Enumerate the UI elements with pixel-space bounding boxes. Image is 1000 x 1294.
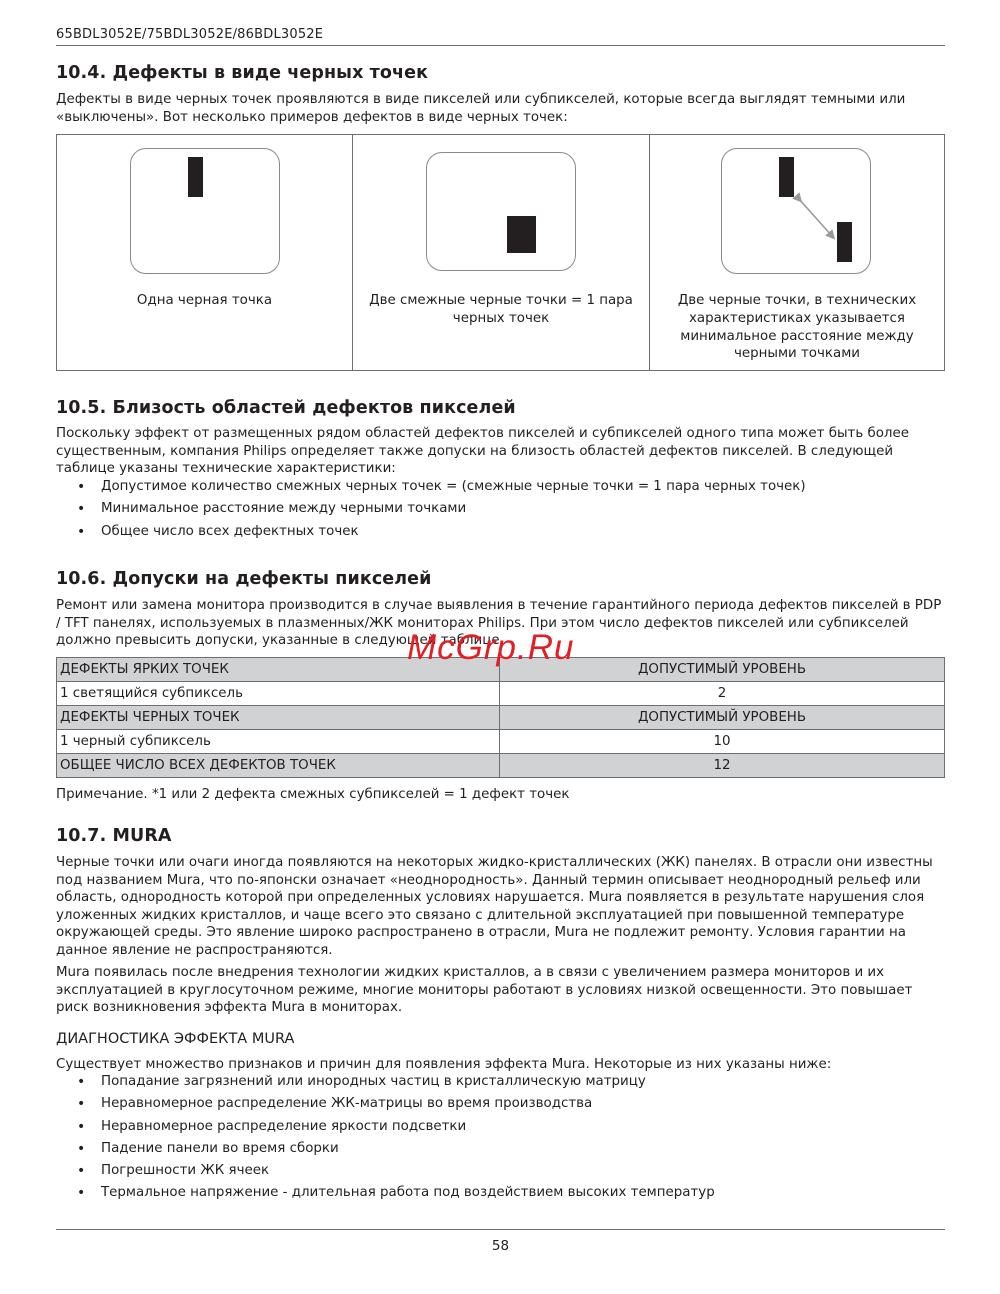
section-10-5-paragraph — [56, 425, 945, 478]
black-dot-pair-icon — [507, 216, 536, 253]
section-10-4-intro — [56, 91, 945, 126]
table-row — [57, 754, 945, 778]
section-10-5-bullet-list — [56, 476, 806, 543]
page-number: 58 — [491, 1238, 510, 1254]
caption-line: черными точками — [733, 346, 861, 362]
table-cell: 2 — [500, 682, 945, 706]
list-item: • Минимальное расстояние между черными точками — [56, 498, 806, 520]
section-heading-10-5: 10.5. Близость областей дефектов пикселей — [56, 398, 516, 418]
text-line: Mura появилась после внедрения технологии жидких кристаллов, а в связи с увеличением размера мониторов и их — [56, 965, 885, 980]
table-cell: 10 — [500, 730, 945, 754]
figure-adjacent-black-dots — [352, 135, 649, 370]
list-item: • Неравномерное распределение ЖК-матрицы во время производства — [56, 1093, 715, 1115]
figure-caption — [658, 292, 936, 363]
caption-line: характеристиках указывается — [689, 310, 905, 326]
mura-causes-bullet-list — [56, 1071, 715, 1205]
table-header-cell: ДОПУСТИМЫЙ УРОВЕНЬ — [500, 706, 945, 730]
table-cell: 1 светящийся субпиксель — [57, 682, 500, 706]
text-line: под названием Mura, что по-японски означает «неоднородность». Данный термин описывает неоднородный рельеф или — [56, 872, 921, 888]
caption-line: минимальное расстояние между — [680, 328, 914, 344]
text-line: существенным, компания Philips определяет также допуски на близость областей дефектов пикселей. В следующей — [56, 443, 894, 459]
table-header-cell: 12 — [500, 754, 945, 778]
figure-single-black-dot — [57, 135, 352, 370]
figure-caption — [361, 292, 641, 328]
panel-illustration — [130, 148, 280, 274]
text-line: таблице указаны технические характеристики: — [56, 461, 396, 477]
list-item: • Неравномерное распределение яркости подсветки — [56, 1116, 715, 1138]
list-item: • Погрешности ЖК ячеек — [56, 1160, 715, 1182]
text-line: эксплуатацией в круглосуточном режиме, многие мониторы работают в условиях низкой освещенности. Это повышает — [56, 982, 913, 998]
text-line: область, однородность которой при определенных условиях нарушается. Mura появляется в результате нарушения слоя — [56, 890, 925, 906]
distance-arrow-icon — [722, 149, 872, 275]
list-item: • Общее число всех дефектных точек — [56, 521, 806, 543]
text-line: Дефекты в виде черных точек проявляются в виде пикселей или субпикселей, которые всегда выглядят темными или — [56, 92, 906, 107]
section-heading-10-7: 10.7. MURA — [56, 826, 172, 846]
panel-illustration — [721, 148, 871, 274]
table-row — [57, 682, 945, 706]
section-10-7-paragraph-2 — [56, 964, 945, 1017]
panel-illustration — [426, 152, 576, 271]
table-header-cell: ДОПУСТИМЫЙ УРОВЕНЬ — [500, 658, 945, 682]
black-dot-icon — [188, 157, 203, 197]
list-item: • Термальное напряжение - длительная работа под воздействием высоких температур — [56, 1182, 715, 1204]
subheading-mura-diagnostics: ДИАГНОСТИКА ЭФФЕКТА MURA — [56, 1031, 295, 1047]
text-line: Черные точки или очаги иногда появляются на некоторых жидко-кристаллических (ЖК) панелях. В отрасли они известны — [56, 855, 933, 870]
caption-line: Две черные точки, в технических — [677, 293, 917, 308]
black-dot-examples-table — [56, 134, 945, 371]
table-row — [57, 706, 945, 730]
section-heading-10-6: 10.6. Допуски на дефекты пикселей — [56, 569, 432, 589]
table-header-cell: ДЕФЕКТЫ ЧЕРНЫХ ТОЧЕК — [57, 706, 500, 730]
text-line: уложенных жидких кристаллов, и чаще всего это связано с длительной эксплуатацией при повышенной температуре — [56, 907, 905, 923]
table-note: Примечание. *1 или 2 дефекта смежных субпикселей = 1 дефект точек — [56, 787, 570, 802]
mura-diagnostics-intro: Существует множество признаков и причин для появления эффекта Mura. Некоторые из них указаны ниже: — [56, 1057, 832, 1072]
text-line: Ремонт или замена монитора производится в случае выявления в течение гарантийного периода дефектов пикселей в PDP — [56, 598, 942, 613]
section-heading-10-4: 10.4. Дефекты в виде черных точек — [56, 63, 429, 83]
watermark: McGrp.Ru — [407, 628, 575, 667]
text-line: окружающей среды. Это явление широко распространено в отрасли, Mura не подлежит ремонту. Условия гарантии на — [56, 925, 906, 941]
table-cell: 1 черный субпиксель — [57, 730, 500, 754]
text-line: данное явление не распространяются. — [56, 942, 333, 958]
text-line: риск возникновения эффекта Mura в мониторах. — [56, 1000, 403, 1016]
table-header-cell: ДЕФЕКТЫ ЯРКИХ ТОЧЕК — [57, 658, 500, 682]
text-line: «выключены». Вот несколько примеров дефектов в виде черных точек: — [56, 109, 568, 125]
text-line: / TFT панелях, используемых в плазменных/ЖК мониторах Philips. При этом число дефектов пикселей или субпикселей — [56, 615, 909, 631]
list-item: • Попадание загрязнений или инородных частиц в кристаллическую матрицу — [56, 1071, 715, 1093]
table-header-cell: ОБЩЕЕ ЧИСЛО ВСЕХ ДЕФЕКТОВ ТОЧЕК — [57, 754, 500, 778]
pixel-defect-tolerance-table — [56, 657, 945, 778]
text-line: Поскольку эффект от размещенных рядом областей дефектов пикселей и субпикселей одного типа может быть более — [56, 426, 909, 441]
footer-divider — [56, 1229, 945, 1230]
figure-black-dots-distance — [649, 135, 944, 370]
list-item: • Допустимое количество смежных черных точек = (смежные черные точки = 1 пара черных точек) — [56, 476, 806, 498]
figure-caption: Одна черная точка — [136, 293, 273, 308]
list-item: • Падение панели во время сборки — [56, 1138, 715, 1160]
text-line: должно превысить допуски, указанные в следующей таблице. — [56, 633, 504, 649]
table-row — [57, 730, 945, 754]
page-header-model-line: 65BDL3052E/75BDL3052E/86BDL3052E — [56, 28, 945, 46]
section-10-7-paragraph-1 — [56, 854, 945, 960]
caption-line: Две смежные черные точки = 1 пара — [369, 293, 633, 308]
caption-line: черных точек — [452, 310, 550, 326]
